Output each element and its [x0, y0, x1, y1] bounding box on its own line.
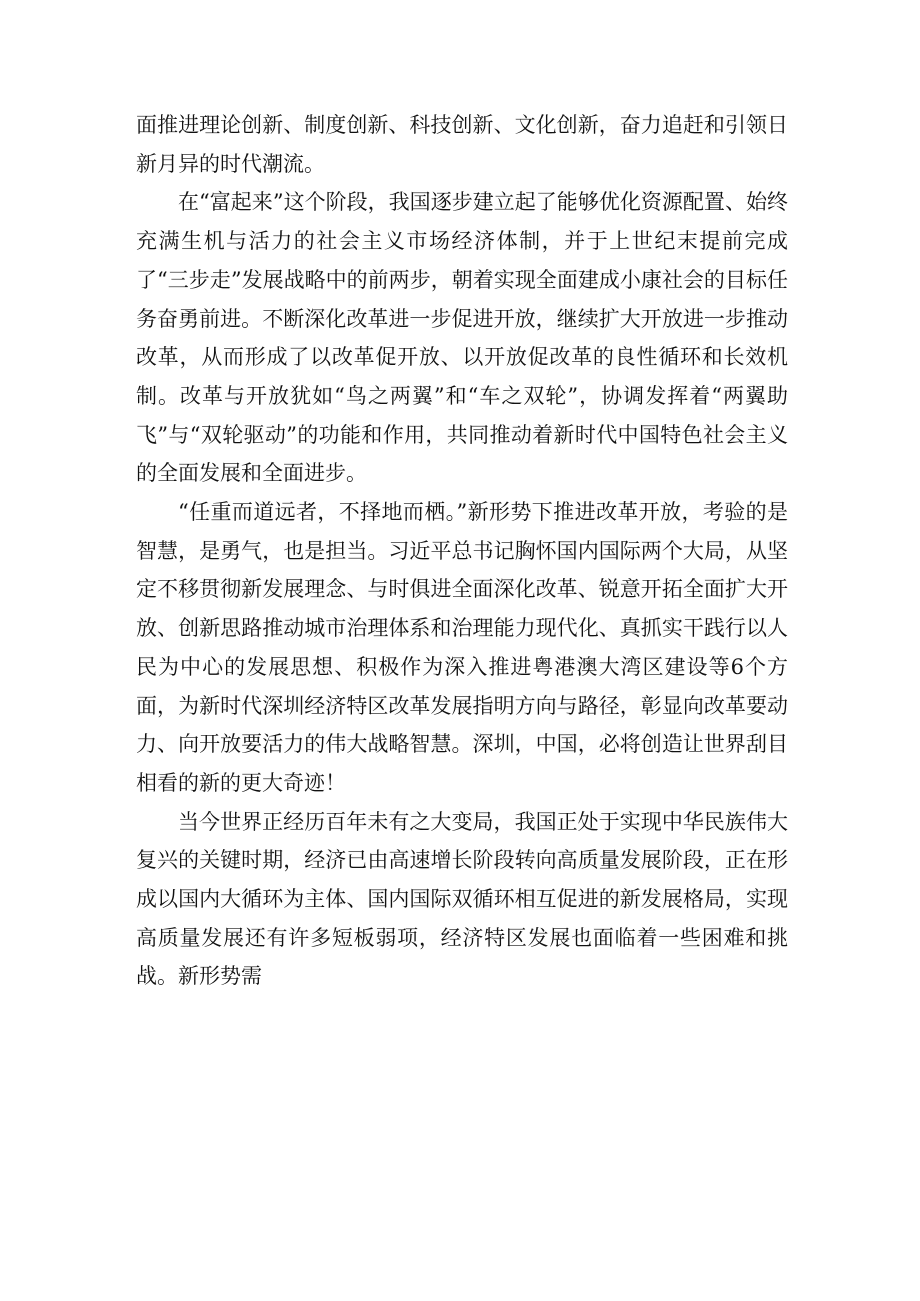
paragraph-2: 在“富起来”这个阶段，我国逐步建立起了能够优化资源配置、始终充满生机与活力的社会主义市场经济体制，并于上世纪末提前完成了“三步走”发展战略中的前两步，朝着实现全面建成小康社会的目标任务奋勇前进。不断深化改革进一步促进开放，继续扩大开放进一步推动改革，从而形成了以改革促开放、以开放促改革的良性循环和长效机制。改革与开放犹如“鸟之两翼”和“车之双轮”，协调发挥着“两翼助飞”与“双轮驱动”的功能和作用，共同推动着新时代中国特色社会主义的全面发展和全面进步。: [136, 190, 788, 486]
body-text: [136, 106, 788, 996]
paragraph-1: 面推进理论创新、制度创新、科技创新、文化创新，奋力追赶和引领日新月异的时代潮流。: [136, 113, 788, 176]
paragraph-4: 当今世界正经历百年未有之大变局，我国正处于实现中华民族伟大复兴的关键时期，经济已由高速增长阶段转向高质量发展阶段，正在形成以国内大循环为主体、国内国际双循环相互促进的新发展格局，实现高质量发展还有许多短板弱项，经济特区发展也面临着一些困难和挑战。新形势需: [136, 809, 788, 989]
paragraph-3: “任重而道远者，不择地而栖。”新形势下推进改革开放，考验的是智慧，是勇气，也是担当。习近平总书记胸怀国内国际两个大局，从坚定不移贯彻新发展理念、与时俱进全面深化改革、锐意开拓全面扩大开放、创新思路推动城市治理体系和治理能力现代化、真抓实干践行以人民为中心的发展思想、积极作为深入推进粤港澳大湾区建设等6个方面，为新时代深圳经济特区改革发展指明方向与路径，彰显向改革要动力、向开放要活力的伟大战略智慧。深圳，中国，必将创造让世界刮目相看的新的更大奇迹！: [136, 500, 788, 795]
